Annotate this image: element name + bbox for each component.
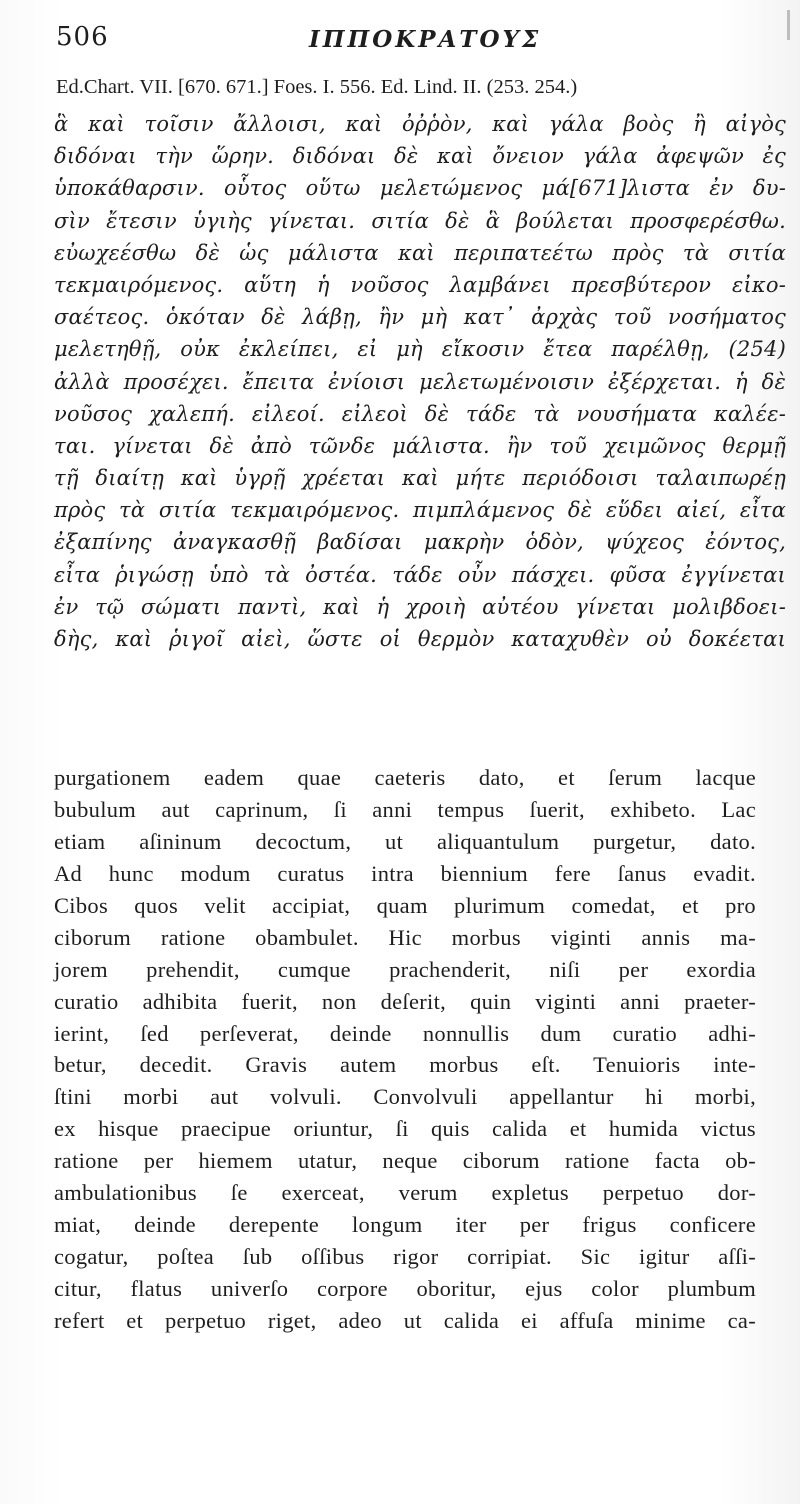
running-title: ΙΠΠΟΚΡΑΤΟΥΣ [309, 26, 542, 53]
latin-line: miat, deinde derepente longum iter per frigus conficere [54, 1212, 756, 1238]
page-edge-mark [777, 10, 790, 40]
greek-line: δὴς, καὶ ῥιγοῖ αἰεὶ, ὥστε οἱ θερμὸν καταχυθὲν οὐ δοκέεται [54, 627, 786, 651]
greek-line: σὶν ἔτεσιν ὑγιὴς γίνεται. σιτία δὲ ἃ βούλεται προσφερέσθω. [54, 208, 786, 233]
latin-line: curatio adhibita fuerit, non deſerit, quin viginti anni praeter- [54, 988, 756, 1014]
latin-line: betur, decedit. Gravis autem morbus eſt. Tenuioris inte- [54, 1052, 756, 1078]
greek-line: ἐξαπίνης ἀναγκασθῇ βαδίσαι μακρὴν ὁδὸν, ψύχεος ἐόντος, [54, 530, 786, 555]
edition-reference-line: Ed.Chart. VII. [670. 671.] Foes. I. 556. Ed. Lind. II. (253. 254.) [56, 76, 578, 98]
page-header [56, 22, 756, 62]
greek-line: εὐωχεέσθω δὲ ὡς μάλιστα καὶ περιπατεέτω πρὸς τὰ σιτία [54, 240, 786, 265]
latin-line: ambulationibus ſe exerceat, verum expletus perpetuo dor- [54, 1180, 756, 1206]
greek-line: ἃ καὶ τοῖσιν ἄλλοισι, καὶ ὀῤῥὸν, καὶ γάλα βοὸς ἢ αἰγὸς [54, 112, 786, 136]
latin-line: Ad hunc modum curatus intra biennium fere ſanus evadit. [54, 860, 756, 886]
greek-line: ἐν τῷ σώματι παντὶ, καὶ ἡ χροιὴ αὐτέου γίνεται μολιβδοει- [54, 594, 786, 619]
greek-text-block [54, 108, 786, 655]
latin-line: etiam aſininum decoctum, ut aliquantulum purgetur, dato. [54, 828, 756, 854]
latin-line: bubulum aut caprinum, ſi anni tempus ſuerit, exhibeto. Lac [54, 796, 756, 822]
latin-line: ciborum ratione obambulet. Hic morbus viginti annis ma- [54, 924, 756, 950]
greek-line: διδόναι τὴν ὥρην. διδόναι δὲ καὶ ὄνειον γάλα ἀφεψῶν ἐς [54, 144, 786, 169]
greek-line: ὑποκάθαρσιν. οὗτος οὕτω μελετώμενος μά[671]λιστα ἐν δυ- [54, 176, 786, 201]
greek-line: σαέτεος. ὁκόταν δὲ λάβῃ, ἢν μὴ κατ᾽ ἀρχὰς τοῦ νοσήματος [54, 305, 786, 330]
greek-line: εἶτα ῥιγώσῃ ὑπὸ τὰ ὀστέα. τάδε οὖν πάσχει. φῦσα ἐγγίνεται [54, 562, 786, 587]
latin-line: cogatur, poſtea ſub oſſibus rigor corripiat. Sic igitur aſſi- [54, 1244, 756, 1270]
greek-line: πρὸς τὰ σιτία τεκμαιρόμενος. πιμπλάμενος δὲ εὕδει αἰεί, εἶτα [54, 498, 786, 523]
latin-line: purgationem eadem quae caeteris dato, et ſerum lacque [54, 765, 756, 790]
greek-line: ἀλλὰ προσέχει. ἔπειτα ἐνίοισι μελετωμένοισιν ἐξέρχεται. ἡ δὲ [54, 369, 786, 394]
greek-line: τεκμαιρόμενος. αὕτη ἡ νοῦσος λαμβάνει πρεσβύτερον εἰκο- [54, 272, 786, 297]
latin-line: Cibos quos velit accipiat, quam plurimum comedat, et pro [54, 892, 756, 918]
latin-line: citur, flatus univerſo corpore oboritur, ejus color plumbum [54, 1276, 756, 1301]
greek-line: ται. γίνεται δὲ ἀπὸ τῶνδε μάλιστα. ἢν τοῦ χειμῶνος θερμῇ [54, 433, 786, 458]
latin-line: ſtini morbi aut volvuli. Convolvuli appellantur hi morbi, [54, 1084, 756, 1110]
latin-line: ratione per hiemem utatur, neque ciborum ratione facta ob- [54, 1148, 756, 1174]
greek-line: νοῦσος χαλεπή. εἰλεοί. εἰλεοὶ δὲ τάδε τὰ νουσήματα καλέε- [54, 401, 786, 426]
latin-text-block [54, 762, 756, 1337]
greek-line: τῇ διαίτῃ καὶ ὑγρῇ χρέεται καὶ μήτε περιόδοισι ταλαιπωρέῃ [54, 466, 786, 491]
latin-line: ierint, ſed perſeverat, deinde nonnullis dum curatio adhi- [54, 1020, 756, 1046]
greek-line: μελετηθῇ, οὐκ ἐκλείπει, εἰ μὴ εἴκοσιν ἔτεα παρέλθῃ, (254) [54, 337, 786, 362]
latin-line: ex hisque praecipue oriuntur, ſi quis calida et humida victus [54, 1116, 756, 1142]
page-number: 506 [56, 22, 109, 52]
latin-line: refert et perpetuo riget, adeo ut calida ei affuſa minime ca- [54, 1307, 756, 1333]
latin-line: jorem prehendit, cumque prachenderit, niſi per exordia [54, 956, 756, 982]
